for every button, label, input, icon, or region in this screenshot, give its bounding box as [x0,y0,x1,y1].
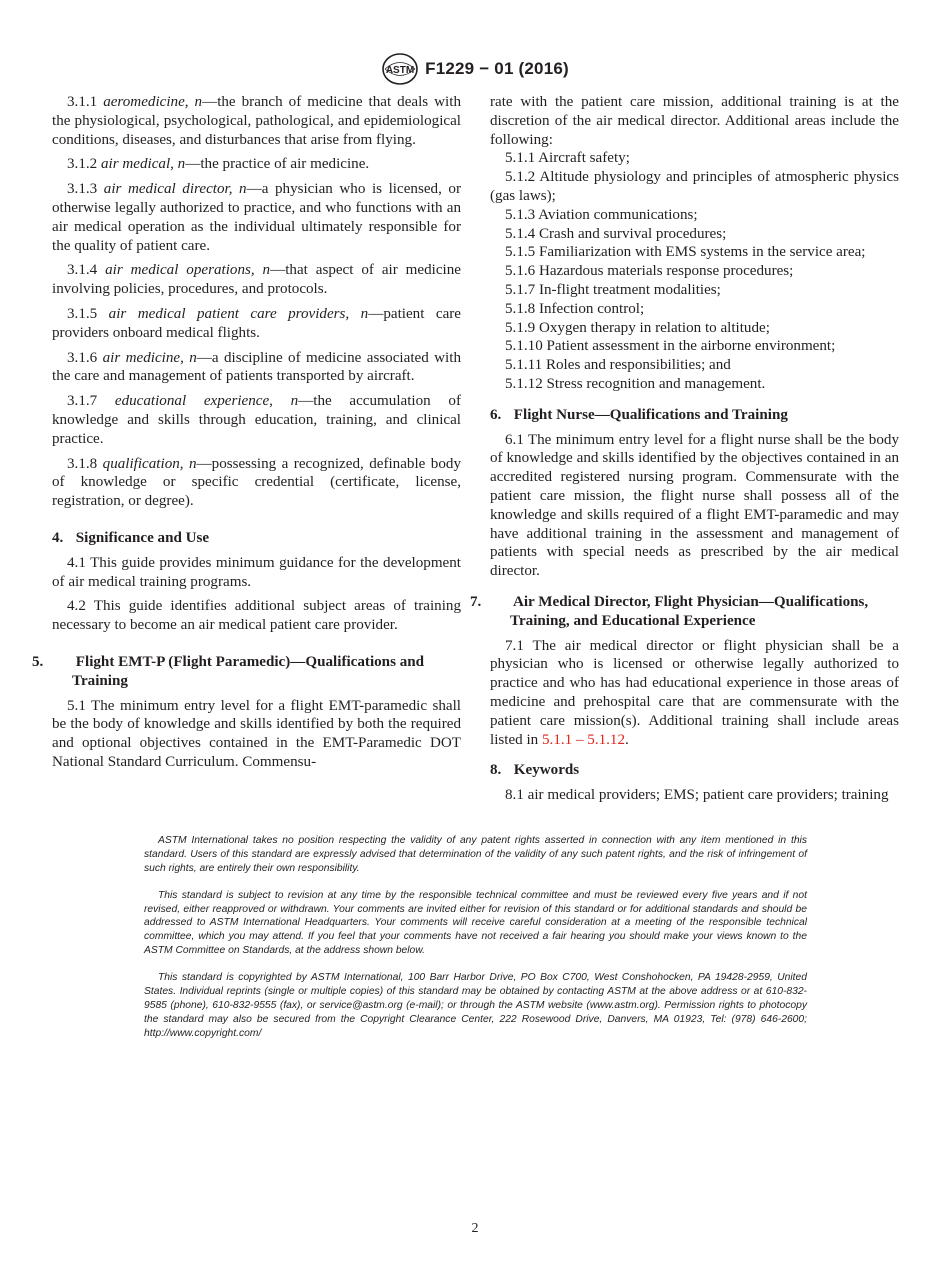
definition-3-1-6: 3.1.6 air medicine, n—a discipline of medicine associated with the care and management of patients transported by aircraft. [52,349,461,385]
list-item: 5.1.4 Crash and survival procedures; [505,225,727,242]
list-item: 5.1.6 Hazardous materials response procedures; [505,263,794,280]
paragraph-6-1: 6.1 The minimum entry level for a flight nurse shall be the body of knowledge and skills identified by the objectives contained in an accredited registered nursing program. Commensurate with the patient care mission, the flight nurse shall possess all of the knowledge and skills required of a flight EMT-paramedic and may have additional training in the assessment and management of patients with special needs as prescribed by the air medical director. [490,431,899,580]
paragraph-5-1: 5.1 The minimum entry level for a flight EMT-paramedic shall be the body of knowledge and skills identified by both the required and optional objectives contained in the EMT-Paramedic DOT National Standard Curriculum. Commensu- [52,697,461,770]
left-column [32,93,461,778]
cross-reference-link[interactable]: 5.1.1 – 5.1.12 [542,731,626,748]
page-number: 2 [471,1221,479,1236]
paragraph-8-1: 8.1 air medical providers; EMS; patient care providers; training [505,787,889,804]
list-item: 5.1.3 Aviation communications; [505,206,698,223]
section-5-heading: 5. Flight EMT-P (Flight Paramedic)—Qualifications and Training [32,653,425,689]
patent-notice: ASTM International takes no position respecting the validity of any patent rights asserted in connection with any item mentioned in this standard. Users of this standard are expressly advised that determination of the validity of any such patent rights, and the risk of infringement of such rights, are entirely their own responsibility. [144,835,807,874]
training-areas-list [490,149,899,393]
astm-logo-icon [381,52,419,86]
definition-3-1-5: 3.1.5 air medical patient care providers, n—patient care providers onboard medical flights. [52,305,461,341]
list-item: 5.1.12 Stress recognition and management. [505,375,766,392]
page-header [0,52,950,91]
list-item: 5.1.2 Altitude physiology and principles of atmospheric physics (gas laws); [490,169,899,204]
list-item: 5.1.9 Oxygen therapy in relation to altitude; [505,319,770,336]
list-item: 5.1.5 Familiarization with EMS systems in the service area; [505,244,866,261]
definition-3-1-4: 3.1.4 air medical operations, n—that aspect of air medicine involving policies, procedures, and protocols. [52,262,461,298]
paragraph-5-1-continued: rate with the patient care mission, additional training is at the discretion of the air medical director. Additional areas include the following: [490,94,899,148]
section-7-heading: 7. Air Medical Director, Flight Physician—Qualifications, Training, and Educational Experience [470,593,869,629]
list-item: 5.1.10 Patient assessment in the airborne environment; [505,338,836,355]
paragraph-7-1: 7.1 The air medical director or flight physician shall be a physician who is licensed or otherwise legally authorized to practice and who has had educational experience in those areas of medicine and prehospital care that are commensurate with the patient care mission(s). Additional training shall include areas listed in 5.1.1 – 5.1.12. [490,637,899,748]
standard-designation: F1229 − 01 (2016) [425,59,569,78]
section-6-heading: 6. Flight Nurse—Qualifications and Training [490,406,788,423]
definition-3-1-2: 3.1.2 air medical, n—the practice of air medicine. [67,156,370,173]
list-item: 5.1.1 Aircraft safety; [505,150,630,167]
definition-3-1-8: 3.1.8 qualification, n—possessing a recognized, definable body of knowledge or specific credential (certificate, license, registration, or degree). [52,455,461,510]
definition-3-1-3: 3.1.3 air medical director, n—a physician who is licensed, or otherwise legally authorized to practice, and who functions with an air medical operation as the individual ultimately responsible for the quality of patient care. [52,181,461,254]
list-item: 5.1.11 Roles and responsibilities; and [505,357,731,374]
paragraph-4-1: 4.1 This guide provides minimum guidance for the development of air medical training programs. [52,554,461,590]
paragraph-4-2: 4.2 This guide identifies additional subject areas of training necessary to become an air medical patient care provider. [52,598,461,634]
svg-text:ASTM: ASTM [385,65,415,76]
definition-3-1-7: 3.1.7 educational experience, n—the accumulation of knowledge and skills through education, training, and clinical practice. [52,393,461,447]
definition-3-1-1: 3.1.1 aeromedicine, n—the branch of medicine that deals with the physiological, psychological, pathological, and epidemiological conditions, diseases, and disturbances that arise from flying. [52,94,461,148]
section-4-heading: 4. Significance and Use [52,529,210,546]
right-column [470,93,899,811]
list-item: 5.1.8 Infection control; [505,300,645,317]
copyright-notice: This standard is copyrighted by ASTM International, 100 Barr Harbor Drive, PO Box C700, West Conshohocken, PA 19428-2959, United States. Individual reprints (single or multiple copies) of this standard may be obtained by contacting ASTM at the above address or at 610-832-9585 (phone), 610-832-9555 (fax), or service@astm.org (e-mail); or through the ASTM website (www.astm.org). Permission rights to photocopy the standard may also be secured from the Copyright Clearance Center, 222 Rosewood Drive, Danvers, MA 01923, Tel: (978) 646-2600; http://www.copyright.com/ [144,972,807,1039]
legal-notices [144,834,807,1054]
section-8-heading: 8. Keywords [490,762,580,779]
list-item: 5.1.7 In-flight treatment modalities; [505,281,721,298]
revision-notice: This standard is subject to revision at any time by the responsible technical committee and must be reviewed every five years and if not revised, either reapproved or withdrawn. Your comments are invited either for revision of this standard or for additional standards and should be addressed to ASTM International Headquarters. Your comments will receive careful consideration at a meeting of the responsible technical committee, which you may attend. If you feel that your comments have not received a fair hearing you should make your views known to the ASTM Committee on Standards, at the address shown below. [144,889,807,957]
